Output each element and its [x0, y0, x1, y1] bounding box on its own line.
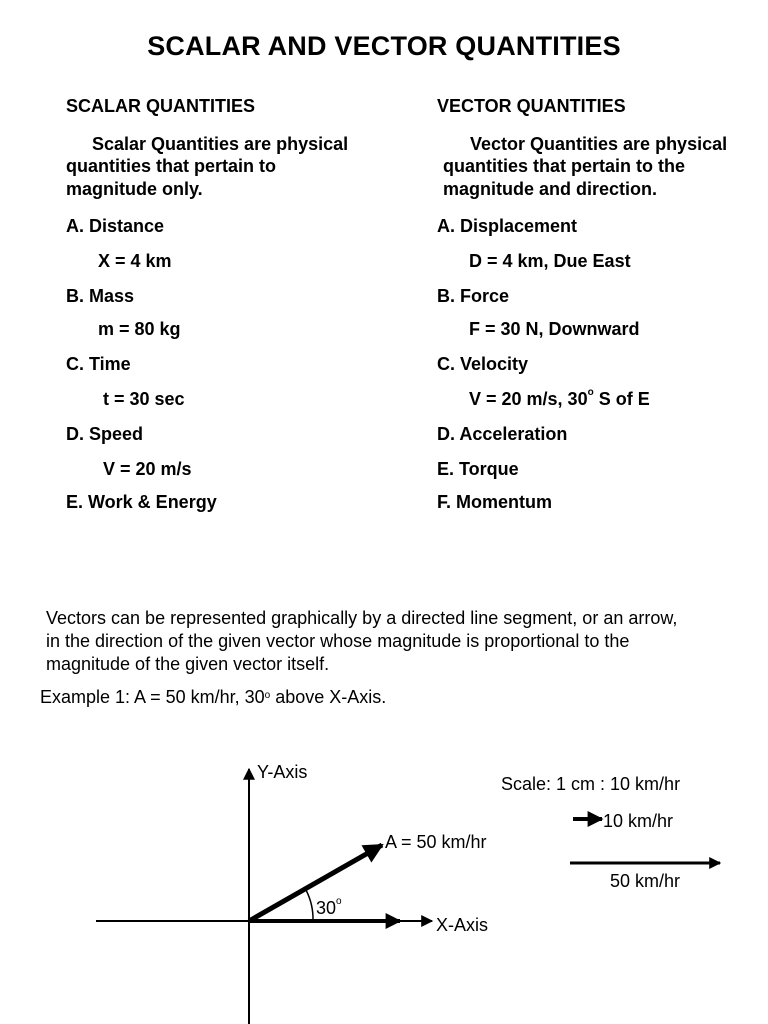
scale-short-arrow-label: 10 km/hr [603, 811, 674, 831]
scalar-definition-line-3: magnitude only. [66, 179, 203, 199]
example-text: Example 1: A = 50 km/hr, 30 [40, 687, 265, 707]
scalar-item-work-energy: E. Work & Energy [66, 492, 217, 512]
vector-item-momentum: F. Momentum [437, 492, 552, 512]
page-title: SCALAR AND VECTOR QUANTITIES [147, 31, 621, 61]
angle-value: 30 [316, 898, 337, 918]
vector-example-force: F = 30 N, Downward [469, 319, 640, 339]
vector-example-displacement: D = 4 km, Due East [469, 251, 631, 271]
velocity-example-direction: S of E [593, 389, 650, 409]
velocity-example-value: V = 20 m/s, 30 [469, 389, 588, 409]
x-axis-label: X-Axis [436, 915, 489, 935]
vector-item-torque: E. Torque [437, 459, 519, 479]
scalar-example-distance: X = 4 km [98, 251, 172, 271]
vector-item-velocity: C. Velocity [437, 354, 529, 374]
degree-sign: o [587, 387, 594, 398]
scalar-definition-line-2: quantities that pertain to [66, 156, 277, 176]
angle-arc [306, 890, 313, 921]
scalar-item-mass: B. Mass [66, 286, 135, 306]
scale-label: Scale: 1 cm : 10 km/hr [501, 774, 681, 794]
angle-label [316, 898, 342, 919]
scalar-example-mass: m = 80 kg [98, 319, 181, 339]
explanation-line-2: in the direction of the given vector whose magnitude is proportional to the [46, 631, 630, 651]
vector-definition-line-1: Vector Quantities are physical [470, 134, 728, 154]
vector-a-label: A = 50 km/hr [385, 832, 487, 852]
scalar-item-speed: D. Speed [66, 424, 144, 444]
vector-item-acceleration: D. Acceleration [437, 424, 568, 444]
example-text-end: above X-Axis. [270, 687, 387, 707]
explanation-line-1: Vectors can be represented graphically by a directed line segment, or an arrow, [46, 608, 678, 628]
y-axis-label: Y-Axis [257, 762, 308, 782]
scale-long-arrow-label: 50 km/hr [610, 871, 681, 891]
scalar-example-time: t = 30 sec [103, 389, 185, 409]
scalar-definition-line-1: Scalar Quantities are physical [92, 134, 349, 154]
vector-item-displacement: A. Displacement [437, 216, 578, 236]
degree-sign: o [336, 896, 342, 907]
vector-heading: VECTOR QUANTITIES [437, 96, 626, 116]
scalar-item-time: C. Time [66, 354, 131, 374]
scalar-heading: SCALAR QUANTITIES [66, 96, 255, 116]
vector-definition-line-2: quantities that pertain to the [443, 156, 686, 176]
explanation-line-3: magnitude of the given vector itself. [46, 654, 330, 674]
vector-item-force: B. Force [437, 286, 510, 306]
vector-definition-line-3: magnitude and direction. [443, 179, 658, 199]
scalar-example-speed: V = 20 m/s [103, 459, 192, 479]
degree-sign: o [264, 690, 271, 701]
scalar-item-distance: A. Distance [66, 216, 165, 236]
